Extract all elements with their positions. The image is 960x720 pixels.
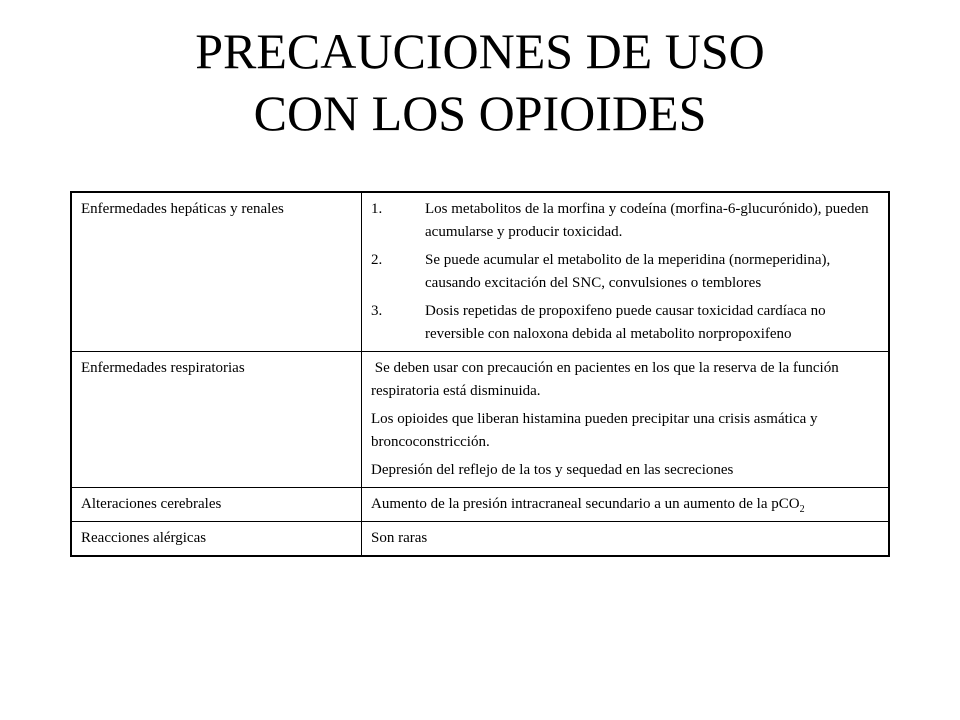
table-row-cerebral (71, 488, 889, 522)
row-label-respiratory: Enfermedades respiratorias (71, 352, 362, 488)
row-label-hepatic: Enfermedades hepáticas y renales (71, 192, 362, 352)
respiratory-paragraph: Depresión del reflejo de la tos y sequedad en las secreciones (371, 462, 734, 478)
row-content-allergic: Son raras (362, 522, 890, 557)
list-item-text: Dosis repetidas de propoxifeno puede causar toxicidad cardíaca no reversible con naloxona debida al metabolito norpropoxifeno (425, 303, 826, 342)
list-item (371, 249, 879, 295)
list-item (371, 198, 879, 244)
list-item-number: 2. (371, 252, 383, 268)
list-item-text: Los metabolitos de la morfina y codeína (morfina-6-glucurónido), pueden acumularse y producir toxicidad. (425, 201, 869, 240)
respiratory-paragraph: Se deben usar con precaución en pacientes en los que la reserva de la función respiratoria está disminuida. (371, 360, 843, 399)
slide-title-line-1: PRECAUCIONES DE USO (195, 23, 765, 79)
table-row-respiratory (71, 352, 889, 488)
row-label-cerebral: Alteraciones cerebrales (71, 488, 362, 522)
row-label-allergic: Reacciones alérgicas (71, 522, 362, 557)
row-content-hepatic (362, 192, 890, 352)
cerebral-text: Aumento de la presión intracraneal secundario a un aumento de la pCO (371, 496, 800, 512)
row-content-cerebral (362, 488, 890, 522)
precautions-table (70, 191, 890, 557)
table-row-allergic (71, 522, 889, 557)
respiratory-paragraph: Los opioides que liberan histamina pueden precipitar una crisis asmática y broncoconstricción. (371, 411, 818, 450)
list-item (371, 300, 879, 346)
slide-title (0, 20, 960, 144)
row-content-respiratory (362, 352, 890, 488)
list-item-number: 3. (371, 303, 383, 319)
slide-title-line-2: CON LOS OPIOIDES (253, 85, 707, 141)
list-item-text: Se puede acumular el metabolito de la meperidina (normeperidina), causando excitación del SNC, convulsiones o temblores (425, 252, 831, 291)
co2-subscript: 2 (799, 504, 805, 515)
list-item-number: 1. (371, 201, 383, 217)
table-row-hepatic (71, 192, 889, 352)
hepatic-list (371, 198, 879, 346)
